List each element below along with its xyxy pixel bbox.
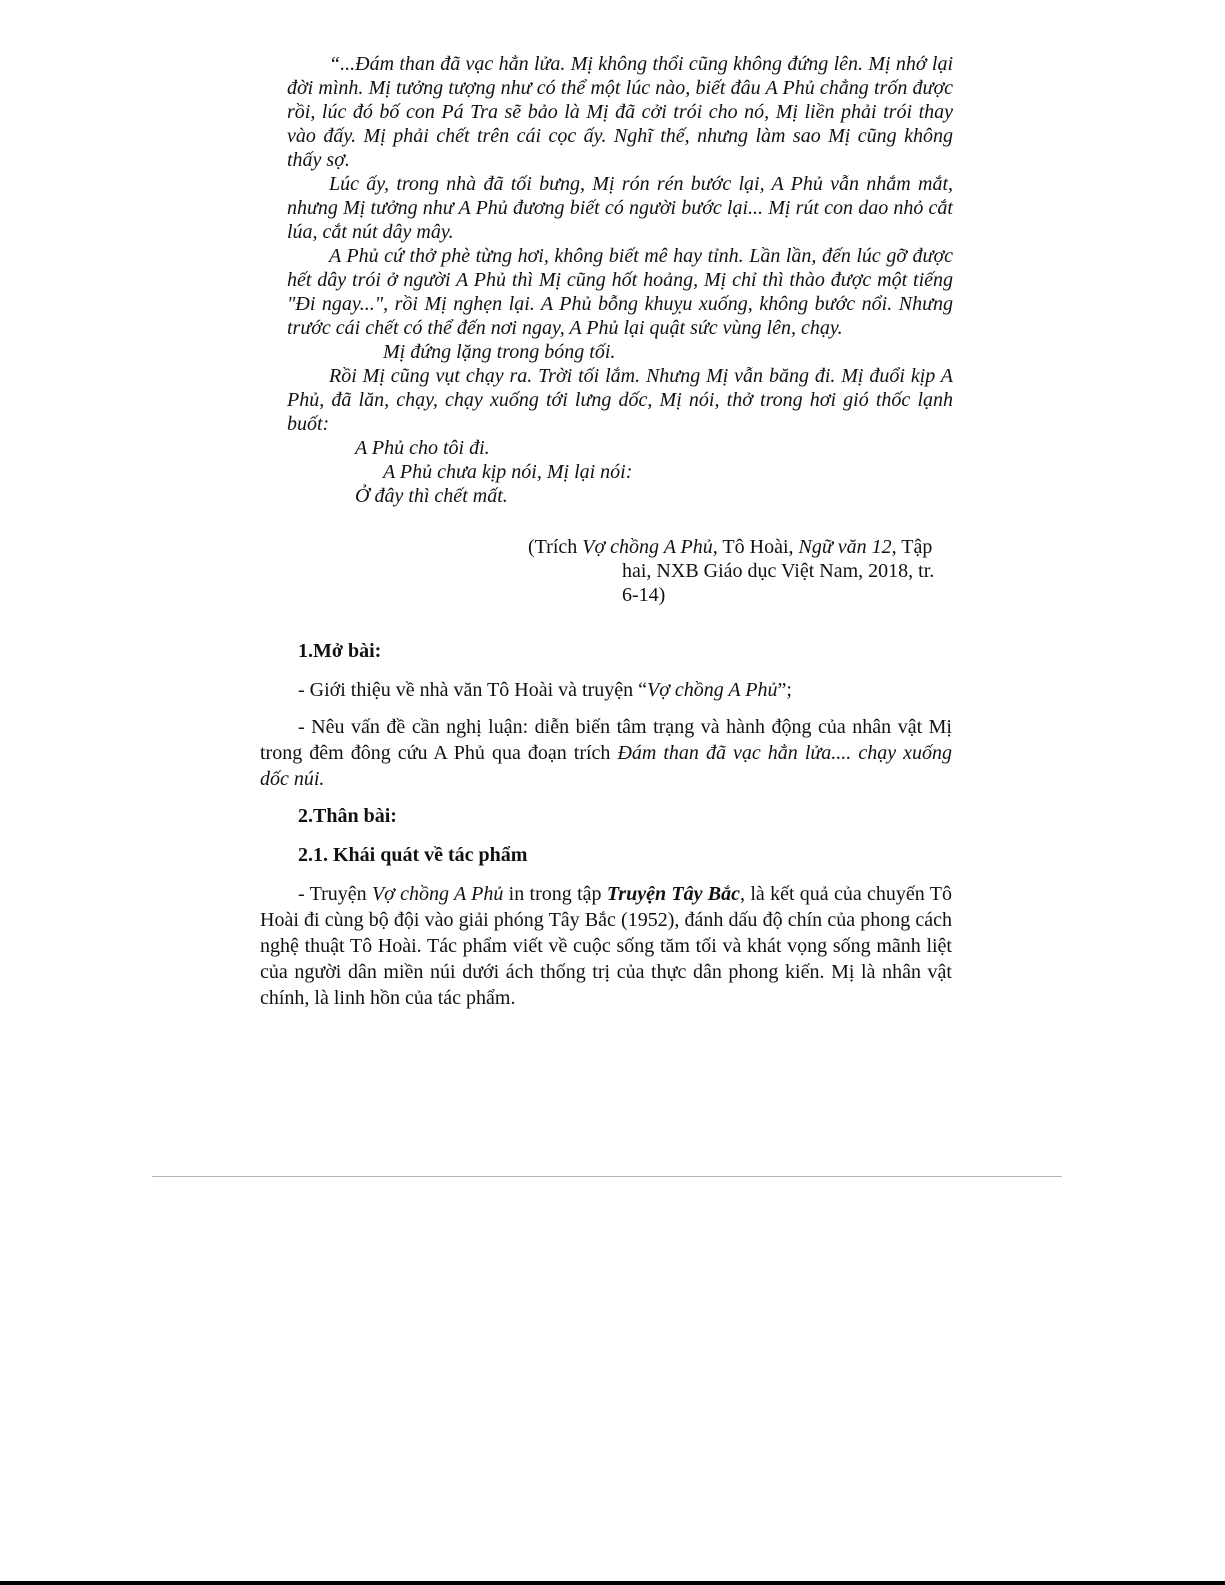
body-subheading: 2.1. Khái quát về tác phẩm bbox=[298, 844, 528, 866]
excerpt-paragraph: “...Đám than đã vạc hẳn lửa. Mị không thổi cũng không đứng lên. Mị nhớ lại đời mình. Mị tưởng tượng như có thể một lúc nào, biết đâu A Phủ chẳng trốn được rồi, lúc đó bố con Pá Tra sẽ bảo là Mị đã cởi trói cho nó, Mị liền phải trói thay vào đấy. Mị phải chết trên cái cọc ấy. Nghĩ thế, nhưng làm sao Mị cũng không thấy sợ. bbox=[287, 53, 953, 171]
citation-author: Tô Hoài, bbox=[717, 536, 799, 558]
excerpt-paragraph: Rồi Mị cũng vụt chạy ra. Trời tối lắm. Nhưng Mị vẫn băng đi. Mị đuổi kịp A Phủ, đã lăn, chạy, chạy xuống tới lưng dốc, Mị nói, thở trong hơi gió thốc lạnh buốt: bbox=[287, 365, 953, 435]
citation-line: hai, NXB Giáo dục Việt Nam, 2018, tr. bbox=[622, 560, 935, 582]
intro-paragraph bbox=[260, 714, 952, 792]
excerpt-paragraph: Lúc ấy, trong nhà đã tối bưng, Mị rón rén bước lại, A Phủ vẫn nhắm mắt, nhưng Mị tưởng như A Phủ đương biết có người bước lại... Mị rút con dao nhỏ cắt lúa, cắt nút dây mây. bbox=[287, 173, 953, 243]
intro-text: - Nêu vấn đề cần nghị luận: diễn biến tâm trạng và hành động của nhân vật Mị trong đêm đông cứu A Phủ qua đoạn trích bbox=[260, 716, 952, 764]
citation-volume: , Tập bbox=[891, 536, 933, 558]
body-text: , là kết quả của chuyến Tô Hoài đi cùng bộ đội vào giải phóng Tây Bắc (1952), đánh dấu độ chín của phong cách nghệ thuật Tô Hoài. Tác phẩm viết về cuộc sống tăm tối và khát vọng sống mãnh liệt của người dân miền núi dưới ách thống trị của thực dân phong kiến. Mị là nhân vật chính, là linh hồn của tác phẩm. bbox=[260, 883, 952, 1009]
excerpt-reference: Đám than đã vạc hẳn lửa.... chạy xuống dốc núi. bbox=[260, 742, 952, 790]
intro-heading: 1.Mở bài: bbox=[298, 640, 382, 662]
dialog-line: A Phủ cho tôi đi. bbox=[355, 437, 490, 459]
citation-open: (Trích bbox=[528, 536, 583, 558]
citation-line: 6-14) bbox=[622, 584, 666, 606]
intro-text: ”; bbox=[777, 679, 792, 701]
citation-work-title: Vợ chồng A Phủ, bbox=[582, 536, 718, 558]
body-text: - Truyện bbox=[298, 883, 372, 905]
excerpt-citation bbox=[528, 535, 958, 607]
page-divider bbox=[152, 1176, 1062, 1177]
dialog-line: Ở đây thì chết mất. bbox=[355, 485, 508, 507]
body-paragraph bbox=[260, 881, 952, 1011]
work-title: Vợ chồng A Phủ bbox=[371, 883, 504, 905]
dialog-line: A Phủ chưa kịp nói, Mị lại nói: bbox=[383, 461, 633, 483]
body-heading: 2.Thân bài: bbox=[298, 805, 397, 827]
page-bottom-edge bbox=[0, 1581, 1225, 1585]
work-title: Vợ chồng A Phủ bbox=[647, 679, 778, 701]
excerpt-paragraph: A Phủ cứ thở phè từng hơi, không biết mê hay tỉnh. Lần lần, đến lúc gỡ được hết dây trói ở người A Phủ thì Mị cũng hốt hoảng, Mị chỉ thì thào được một tiếng "Đi ngay...", rồi Mị nghẹn lại. A Phủ bỗng khuỵu xuống, không bước nổi. Nhưng trước cái chết có thể đến nơi ngay, A Phủ lại quật sức vùng lên, chạy. bbox=[287, 245, 953, 339]
intro-text: - Giới thiệu về nhà văn Tô Hoài và truyện “ bbox=[298, 679, 647, 701]
citation-book-title: Ngữ văn 12 bbox=[798, 536, 892, 558]
excerpt-paragraph: Mị đứng lặng trong bóng tối. bbox=[383, 341, 616, 363]
citation-line bbox=[528, 535, 958, 559]
body-text: in trong tập bbox=[503, 883, 607, 905]
essay-outline bbox=[260, 638, 952, 1022]
intro-paragraph bbox=[260, 677, 952, 703]
literary-excerpt bbox=[287, 52, 953, 508]
collection-title: Truyện Tây Bắc bbox=[606, 883, 741, 905]
